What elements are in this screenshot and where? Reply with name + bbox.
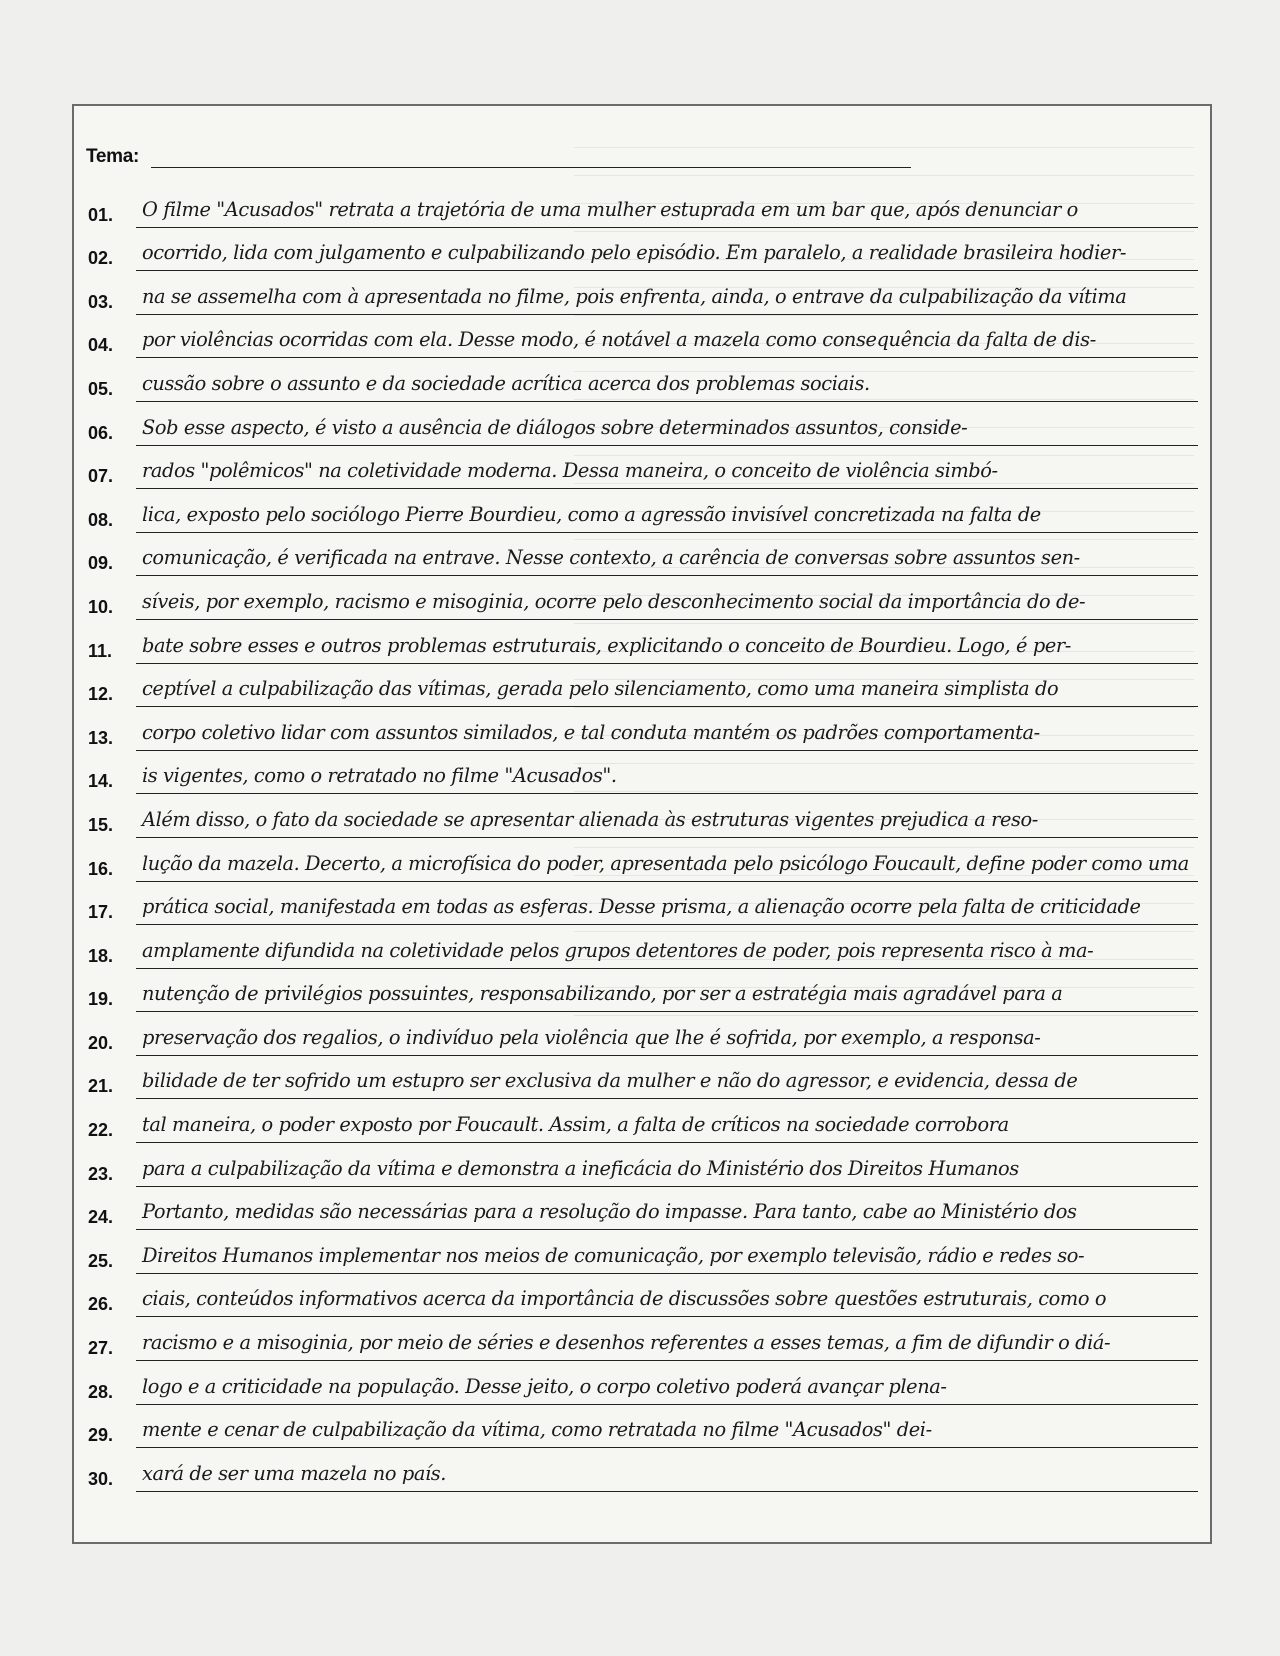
essay-line [88,664,1198,708]
line-number: 20. [88,1032,114,1053]
handwritten-text: rados "polêmicos" na coletividade moderna. Dessa maneira, o conceito de violência simbó- [136,454,1198,489]
essay-line [88,489,1198,533]
essay-line [88,402,1198,446]
line-number: 08. [88,509,114,530]
handwritten-text: preservação dos regalios, o indivíduo pela violência que lhe é sofrida, por exemplo, a responsa- [136,1021,1198,1056]
handwritten-text: bate sobre esses e outros problemas estruturais, explicitando o conceito de Bourdieu. Logo, é per- [136,629,1198,664]
essay-line [88,1274,1198,1318]
line-number: 30. [88,1468,114,1489]
line-number: 13. [88,727,114,748]
line-number: 02. [88,248,114,269]
line-number: 28. [88,1381,114,1402]
handwritten-text: comunicação, é verificada na entrave. Nesse contexto, a carência de conversas sobre assuntos sen- [136,541,1198,576]
handwritten-text: Direitos Humanos implementar nos meios de comunicação, por exemplo televisão, rádio e redes so- [136,1239,1198,1274]
handwritten-text: tal maneira, o poder exposto por Foucault. Assim, a falta de críticos na sociedade corrobora [136,1108,1198,1143]
line-number: 12. [88,684,114,705]
line-number: 07. [88,466,114,487]
handwritten-text: Além disso, o fato da sociedade se apresentar alienada às estruturas vigentes prejudica a reso- [136,803,1198,838]
handwritten-text: cussão sobre o assunto e da sociedade acrítica acerca dos problemas sociais. [136,367,1198,402]
line-number: 27. [88,1338,114,1359]
essay-line [88,707,1198,751]
essay-line [88,751,1198,795]
essay-line [88,446,1198,490]
essay-line [88,882,1198,926]
line-number: 18. [88,945,114,966]
line-number: 16. [88,858,114,879]
line-number: 06. [88,422,114,443]
essay-line [88,1143,1198,1187]
line-number: 22. [88,1120,114,1141]
essay-line [88,576,1198,620]
line-number: 05. [88,378,114,399]
handwritten-text: O filme "Acusados" retrata a trajetória de uma mulher estuprada em um bar que, após denunciar o [136,193,1198,228]
handwritten-text: xará de ser uma mazela no país. [136,1457,1198,1492]
handwritten-text: lica, exposto pelo sociólogo Pierre Bourdieu, como a agressão invisível concretizada na falta de [136,498,1198,533]
handwritten-text: ocorrido, lida com julgamento e culpabilizando pelo episódio. Em paralelo, a realidade brasileira hodier- [136,236,1198,271]
essay-line [88,1361,1198,1405]
essay-line [88,1230,1198,1274]
essay-line [88,1012,1198,1056]
handwritten-text: Sob esse aspecto, é visto a ausência de diálogos sobre determinados assuntos, conside- [136,411,1198,446]
line-number: 24. [88,1207,114,1228]
essay-line [88,620,1198,664]
handwritten-text: para a culpabilização da vítima e demonstra a ineficácia do Ministério dos Direitos Humanos [136,1152,1198,1187]
essay-line [88,1317,1198,1361]
line-number: 17. [88,902,114,923]
essay-line [88,925,1198,969]
handwritten-text: mente e cenar de culpabilização da vítima, como retratada no filme "Acusados" dei- [136,1413,1198,1448]
handwritten-text: is vigentes, como o retratado no filme "Acusados". [136,759,1198,794]
tema-row [86,146,911,168]
essay-sheet [72,104,1212,1544]
handwritten-text: na se assemelha com à apresentada no filme, pois enfrenta, ainda, o entrave da culpabilização da vítima [136,280,1198,315]
handwritten-text: amplamente difundida na coletividade pelos grupos detentores de poder, pois representa risco à ma- [136,934,1198,969]
line-number: 25. [88,1250,114,1271]
handwritten-text: prática social, manifestada em todas as esferas. Desse prisma, a alienação ocorre pela falta de criticidade [136,890,1198,925]
line-number: 01. [88,204,114,225]
line-number: 29. [88,1425,114,1446]
handwritten-text: bilidade de ter sofrido um estupro ser exclusiva da mulher e não do agressor, e evidencia, dessa de [136,1064,1198,1099]
line-number: 09. [88,553,114,574]
line-number: 21. [88,1076,114,1097]
tema-field [151,151,911,168]
handwritten-text: ceptível a culpabilização das vítimas, gerada pelo silenciamento, como uma maneira simplista do [136,672,1198,707]
essay-line [88,1099,1198,1143]
essay-line [88,838,1198,882]
line-number: 04. [88,335,114,356]
line-number: 14. [88,771,114,792]
essay-line [88,228,1198,272]
essay-line [88,271,1198,315]
essay-line [88,1056,1198,1100]
essay-line [88,969,1198,1013]
handwritten-text: síveis, por exemplo, racismo e misoginia, ocorre pelo desconhecimento social da importância do de- [136,585,1198,620]
tema-label: Tema: [86,146,140,167]
line-number: 11. [88,640,113,661]
handwritten-text: por violências ocorridas com ela. Desse modo, é notável a mazela como consequência da falta de dis- [136,323,1198,358]
essay-lines [88,184,1198,1492]
line-number: 26. [88,1294,114,1315]
handwritten-text: nutenção de privilégios possuintes, responsabilizando, por ser a estratégia mais agradável para a [136,977,1198,1012]
line-number: 23. [88,1163,114,1184]
essay-line [88,315,1198,359]
handwritten-text: logo e a criticidade na população. Desse jeito, o corpo coletivo poderá avançar plena- [136,1370,1198,1405]
handwritten-text: Portanto, medidas são necessárias para a resolução do impasse. Para tanto, cabe ao Ministério dos [136,1195,1198,1230]
line-number: 10. [88,596,114,617]
handwritten-text: racismo e a misoginia, por meio de séries e desenhos referentes a esses temas, a fim de difundir o diá- [136,1326,1198,1361]
handwritten-text: corpo coletivo lidar com assuntos similados, e tal conduta mantém os padrões comportamenta- [136,716,1198,751]
essay-line [88,1448,1198,1492]
essay-line [88,533,1198,577]
line-number: 19. [88,989,114,1010]
essay-line [88,184,1198,228]
essay-line [88,794,1198,838]
essay-line [88,1405,1198,1449]
handwritten-text: ciais, conteúdos informativos acerca da importância de discussões sobre questões estruturais, como o [136,1282,1198,1317]
handwritten-text: lução da mazela. Decerto, a microfísica do poder, apresentada pelo psicólogo Foucault, define poder como uma [136,847,1198,882]
essay-line [88,1187,1198,1231]
line-number: 03. [88,291,114,312]
line-number: 15. [88,814,114,835]
essay-line [88,358,1198,402]
